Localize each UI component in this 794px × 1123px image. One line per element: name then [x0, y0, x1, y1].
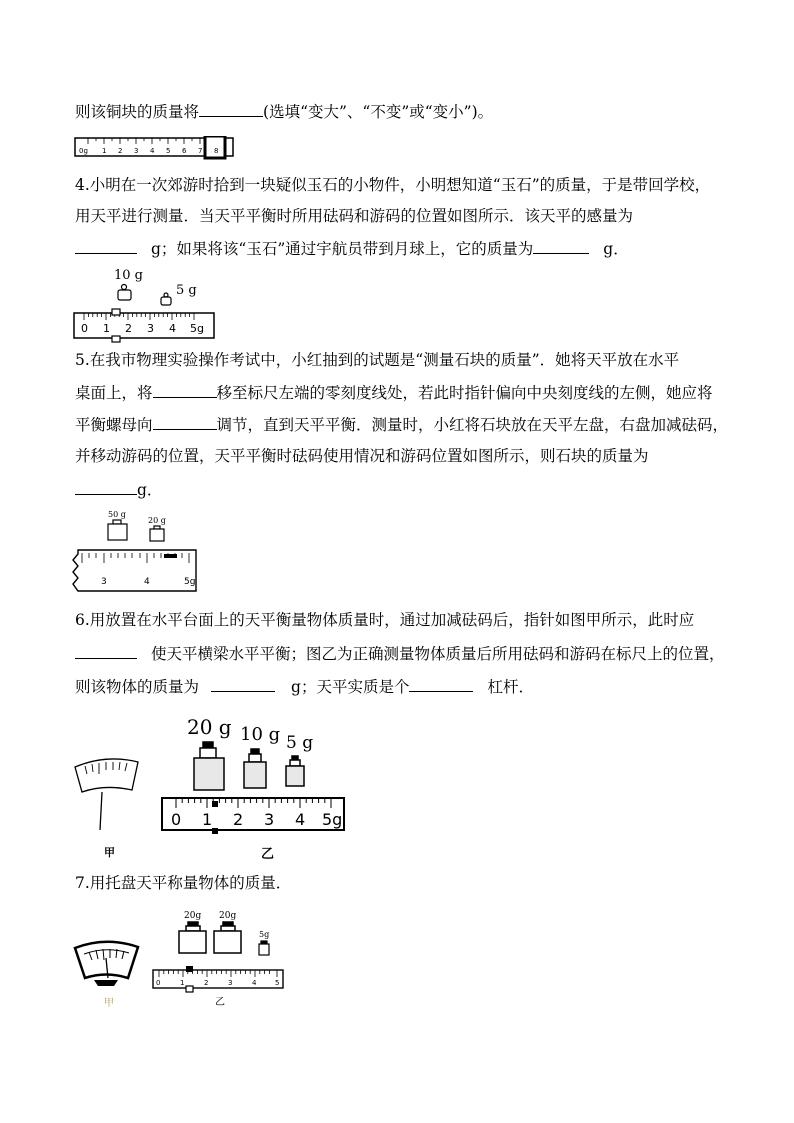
- q3-tick: 6: [182, 147, 187, 155]
- q3-tick: 1: [102, 147, 107, 155]
- q5-blank-1[interactable]: [153, 382, 217, 398]
- q6-tick: 1: [202, 810, 213, 829]
- weight-5g-icon: [259, 941, 269, 955]
- q5-blank-3[interactable]: [75, 479, 137, 495]
- q6-label-yi: 乙: [261, 847, 275, 862]
- q4-rider: [112, 309, 120, 315]
- q6-tick: 3: [264, 810, 275, 829]
- q5-weight-label: 20 g: [148, 516, 166, 525]
- q3-blank-1[interactable]: [199, 101, 263, 117]
- q4-weight-label: 5 g: [176, 283, 197, 298]
- weight-20g-icon: [214, 922, 241, 953]
- q7-line1: 7.用托盘天平称量物体的质量．: [75, 874, 292, 892]
- pointer-dial-icon: [75, 759, 138, 830]
- q5-tick: 3: [101, 577, 107, 587]
- q6-pointer-dial-figure: [70, 752, 150, 862]
- q6-line3: 则该物体的质量为 g；天平实质是个 杠杆．: [75, 678, 534, 696]
- q3-line1: 则该铜块的质量将 (选填“变大”、“不变”或“变小”)。: [75, 103, 494, 121]
- q6-weight-label: 10 g: [240, 724, 281, 745]
- q6-blank-2[interactable]: [211, 676, 275, 692]
- q4-scale-figure: [72, 265, 218, 343]
- q4-blank-1[interactable]: [75, 238, 137, 254]
- q4-line1: 4.小明在一次郊游时拾到一块疑似玉石的小物件，小明想知道“玉石”的质量，于是带回学校，: [75, 176, 711, 194]
- q7-tick: 4: [252, 979, 257, 987]
- q7-scale-figure: [150, 908, 290, 1008]
- q3-tick: 5: [166, 147, 171, 155]
- q5-line5: g．: [75, 479, 162, 500]
- q7-pointer-dial-figure: [72, 938, 144, 1010]
- q5-line3: 平衡螺母向 调节，直到天平平衡．测量时，小红将石块放在天平左盘，右盘加减砝码，: [75, 416, 729, 434]
- q5-weight-label: 50 g: [108, 510, 126, 519]
- q7-weight-label: 20g: [184, 911, 202, 921]
- q4-blank-2[interactable]: [533, 238, 589, 254]
- q5-line1: 5.在我市物理实验操作考试中，小红抽到的试题是“测量石块的质量”．她将天平放在水平: [75, 351, 680, 369]
- q4-tick: 0: [81, 322, 88, 335]
- q6-blank-1[interactable]: [75, 643, 137, 659]
- q7-label-yi: 乙: [215, 997, 225, 1008]
- q7-tick: 3: [228, 979, 233, 987]
- weight-10g-icon: [244, 749, 266, 788]
- q5-scale-figure: [70, 508, 200, 594]
- q5-tick: 5g: [184, 577, 196, 587]
- q6-rider: [212, 801, 218, 807]
- weight-5g-icon: [286, 756, 304, 786]
- q5-blank-2[interactable]: [153, 414, 217, 430]
- q3-tick: 4: [150, 147, 155, 155]
- weight-5g-icon: [161, 293, 171, 305]
- q4-tick: 3: [147, 322, 154, 335]
- q6-tick: 5g: [322, 810, 343, 829]
- pointer-dial-icon: [75, 942, 138, 986]
- q3-tick: 0g: [79, 147, 88, 155]
- q3-tick: 7: [198, 147, 203, 155]
- q4-tick: 2: [125, 322, 132, 335]
- q3-tick: 3: [134, 147, 139, 155]
- q6-blank-3[interactable]: [409, 676, 473, 692]
- q5-line2: 桌面上，将 移至标尺左端的零刻度线处，若此时指针偏向中央刻度线的左侧，她应将: [75, 384, 713, 402]
- weight-20g-icon: [150, 526, 164, 541]
- q7-weight-label: 20g: [219, 911, 237, 921]
- weight-20g-icon: [179, 922, 206, 953]
- q5-tick: 4: [144, 577, 150, 587]
- q4-line3: g；如果将该“玉石”通过宇航员带到月球上，它的质量为 g．: [75, 238, 629, 259]
- q4-tick: 4: [169, 322, 176, 335]
- q7-tick: 0: [156, 979, 161, 987]
- q4-tick: 5g: [190, 322, 204, 335]
- q6-weight-label: 20 g: [187, 715, 232, 739]
- q6-tick: 2: [233, 810, 244, 829]
- q7-label-jia: 甲: [104, 998, 114, 1009]
- q5-rider: [164, 554, 177, 558]
- weight-50g-icon: [108, 520, 127, 540]
- q3-ruler-figure: [73, 136, 238, 160]
- q3-tick: 2: [118, 147, 123, 155]
- q6-scale-figure: [160, 714, 350, 864]
- q6-label-jia: 甲: [104, 846, 115, 859]
- weight-20g-icon: [194, 742, 224, 790]
- q4-tick: 1: [103, 322, 110, 335]
- q6-tick: 0: [171, 810, 182, 829]
- q6-line2: 使天平横梁水平平衡；图乙为正确测量物体质量后所用砝码和游码在标尺上的位置，: [75, 643, 725, 664]
- q7-tick: 1: [180, 979, 185, 987]
- q7-tick: 2: [204, 979, 209, 987]
- q4-weight-label: 10 g: [114, 268, 143, 283]
- q5-line4: 并移动游码的位置，天平平衡时砝码使用情况和游码位置如图所示，则石块的质量为: [75, 447, 649, 465]
- q6-tick: 4: [295, 810, 306, 829]
- weight-10g-icon: [118, 285, 131, 301]
- q6-line1: 6.用放置在水平台面上的天平衡量物体质量时，通过加减砝码后，指针如图甲所示，此时应: [75, 611, 695, 629]
- q3-tick: 8: [214, 147, 219, 155]
- q4-line2: 用天平进行测量．当天平平衡时所用砝码和游码的位置如图所示．该天平的感量为: [75, 207, 634, 225]
- q7-rider: [186, 966, 193, 972]
- q6-weight-label: 5 g: [286, 733, 314, 753]
- q7-weight-label: 5g: [259, 930, 270, 939]
- q7-tick: 5: [275, 979, 280, 987]
